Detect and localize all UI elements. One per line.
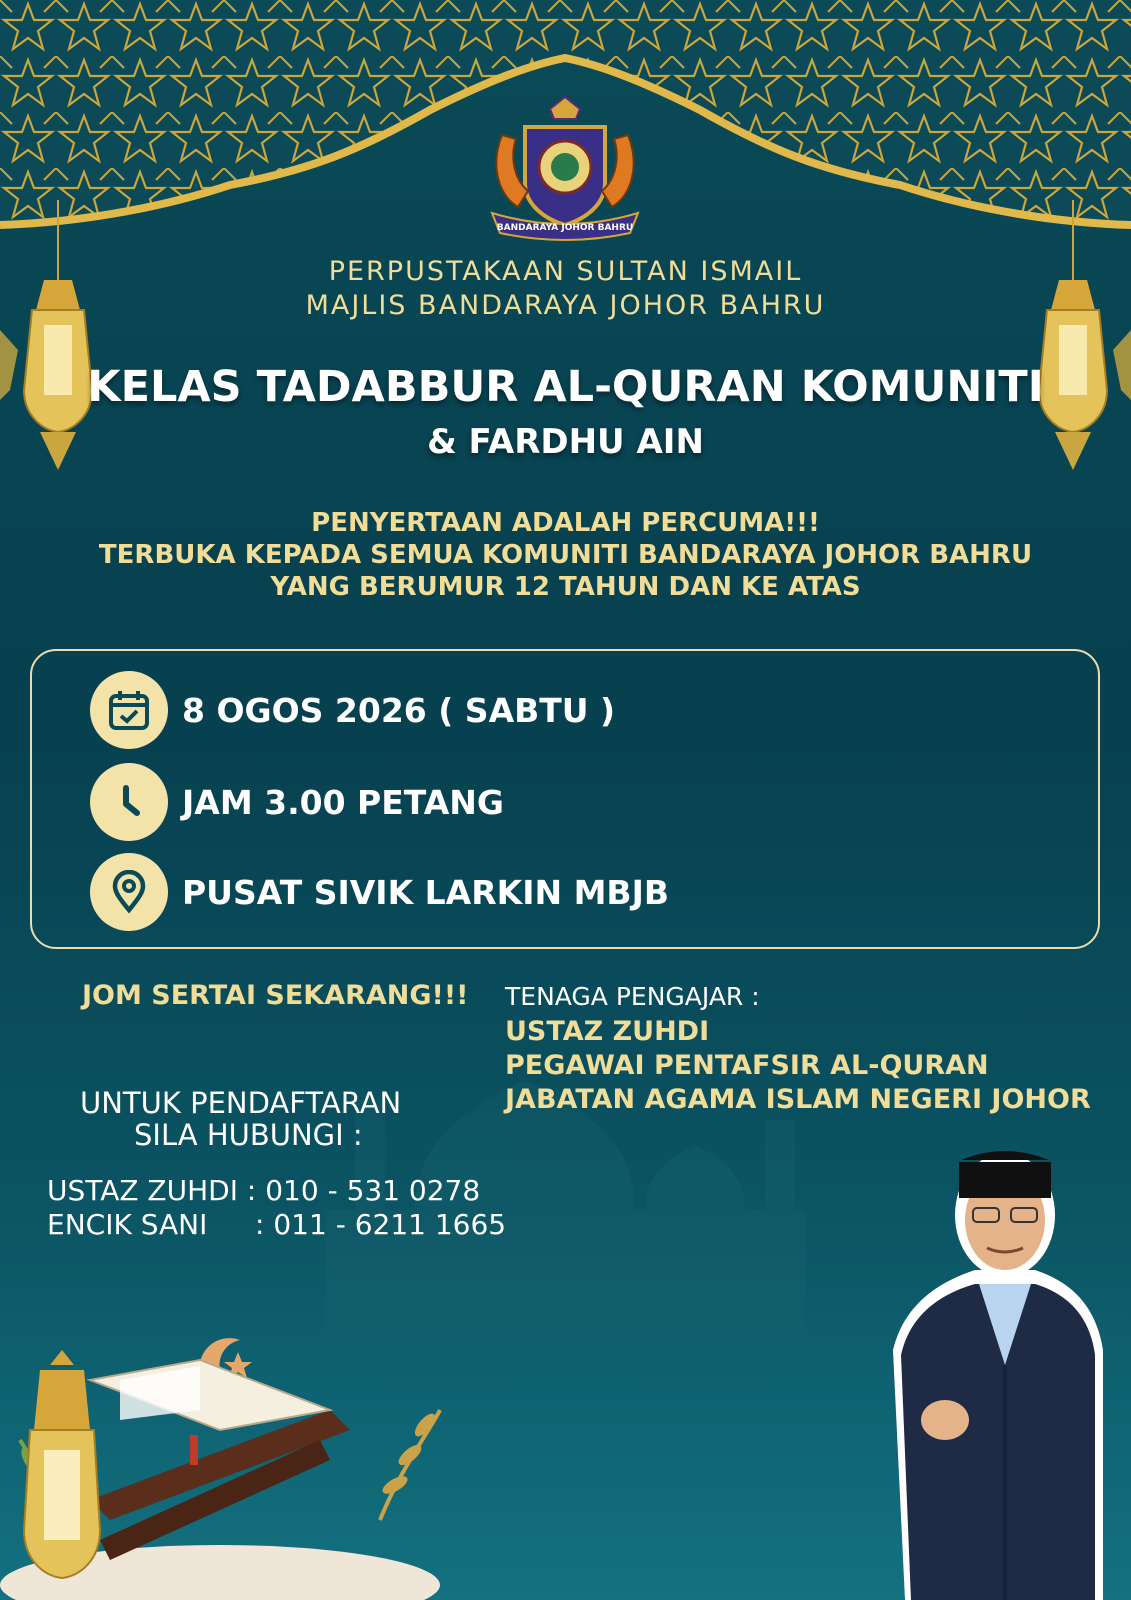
clock-icon (90, 763, 168, 841)
location-pin-icon (90, 853, 168, 931)
contact-separator: : (255, 1208, 265, 1241)
instructor-role: PEGAWAI PENTAFSIR AL-QURAN (505, 1050, 989, 1081)
header-line-1: PERPUSTAKAAN SULTAN ISMAIL (328, 256, 803, 287)
instructor-label: TENAGA PENGAJAR : (505, 982, 760, 1011)
contact-phone[interactable]: 011 - 6211 1665 (273, 1208, 507, 1241)
instructor-name: USTAZ ZUHDI (505, 1016, 710, 1047)
calendar-icon (90, 671, 168, 749)
registration-line-2: SILA HUBUNGI : (134, 1118, 363, 1152)
event-venue: PUSAT SIVIK LARKIN MBJB (182, 872, 670, 912)
header-line-2: MAJLIS BANDARAYA JOHOR BAHRU (305, 290, 826, 321)
contact-row (47, 1208, 506, 1242)
notice-line-1: PENYERTAAN ADALAH PERCUMA!!! (311, 508, 820, 538)
registration-line-1: UNTUK PENDAFTARAN (80, 1086, 402, 1120)
instructor-portrait (875, 1120, 1105, 1600)
event-details-box (30, 649, 1100, 949)
event-date: 8 OGOS 2026 ( SABTU ) (182, 690, 616, 730)
contact-name: USTAZ ZUHDI (47, 1174, 238, 1207)
mbjb-crest-logo (480, 95, 650, 245)
quran-stand-decoration (0, 1320, 480, 1600)
logo-banner-text: BANDARAYA JOHOR BAHRU (496, 223, 634, 233)
event-title: KELAS TADABBUR AL-QURAN KOMUNITI (87, 362, 1044, 412)
notice-line-2: TERBUKA KEPADA SEMUA KOMUNITI BANDARAYA JOHOR BAHRU (98, 540, 1033, 570)
event-time: JAM 3.00 PETANG (182, 782, 504, 822)
contact-phone[interactable]: 010 - 531 0278 (265, 1174, 481, 1207)
instructor-org: JABATAN AGAMA ISLAM NEGERI JOHOR (505, 1084, 1091, 1115)
date-row (90, 671, 615, 749)
contact-row (47, 1174, 480, 1208)
contact-name: ENCIK SANI (47, 1208, 208, 1241)
venue-row (90, 853, 669, 931)
contact-separator: : (246, 1174, 257, 1207)
notice-line-3: YANG BERUMUR 12 TAHUN DAN KE ATAS (270, 572, 861, 602)
event-subtitle: & FARDHU AIN (427, 422, 704, 462)
time-row (90, 763, 504, 841)
cta-text: JOM SERTAI SEKARANG!!! (82, 980, 469, 1011)
